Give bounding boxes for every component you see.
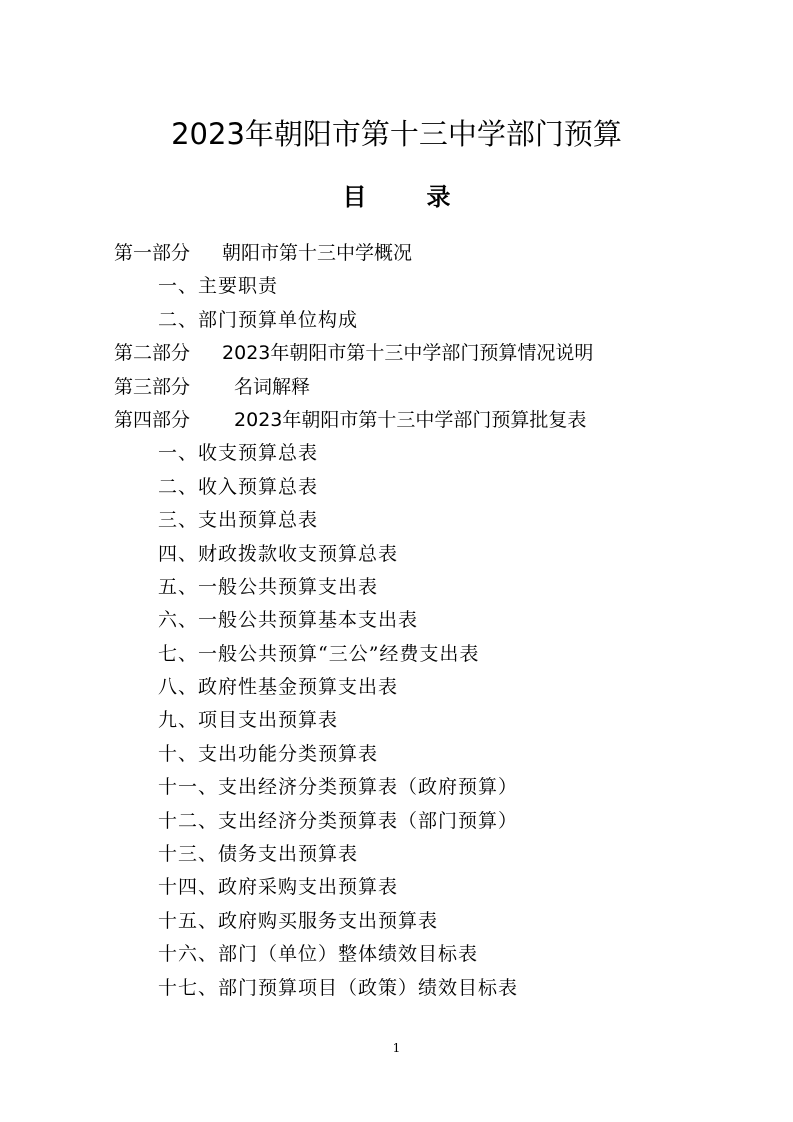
toc-item[interactable]: 十二、支出经济分类预算表（部门预算） — [158, 809, 519, 832]
toc-part-number: 第二部分 — [114, 342, 191, 365]
toc-item[interactable]: 十、支出功能分类预算表 — [158, 742, 379, 765]
toc-part-title: 名词解释 — [234, 375, 311, 398]
table-of-contents — [0, 237, 793, 1005]
toc-part-3[interactable] — [0, 371, 793, 404]
toc-part-title: 2023年朝阳市第十三中学部门预算情况说明 — [222, 342, 594, 365]
toc-item[interactable]: 三、支出预算总表 — [158, 509, 319, 532]
toc-part-number: 第一部分 — [114, 242, 191, 264]
toc-item[interactable]: 一、主要职责 — [158, 275, 279, 298]
toc-heading: 目录 — [342, 183, 511, 211]
toc-item[interactable]: 十五、政府购买服务支出预算表 — [158, 909, 439, 932]
toc-part-4[interactable] — [0, 404, 793, 437]
toc-part-1[interactable] — [0, 237, 793, 270]
toc-item[interactable]: 二、部门预算单位构成 — [158, 308, 359, 331]
toc-item[interactable]: 五、一般公共预算支出表 — [158, 575, 379, 598]
toc-item[interactable]: 一、收支预算总表 — [158, 442, 319, 465]
toc-part-title: 朝阳市第十三中学概况 — [222, 242, 413, 264]
toc-item[interactable]: 十一、支出经济分类预算表（政府预算） — [158, 776, 519, 799]
toc-item[interactable]: 二、收入预算总表 — [158, 475, 319, 498]
toc-item[interactable]: 十三、债务支出预算表 — [158, 843, 359, 866]
toc-part-title: 2023年朝阳市第十三中学部门预算批复表 — [234, 408, 587, 431]
toc-part-2[interactable] — [0, 337, 793, 370]
toc-item[interactable]: 十四、政府采购支出预算表 — [158, 876, 399, 899]
toc-item[interactable]: 八、政府性基金预算支出表 — [158, 676, 399, 699]
toc-item[interactable]: 十七、部门预算项目（政策）绩效目标表 — [158, 976, 519, 999]
toc-part-number: 第三部分 — [114, 375, 191, 398]
toc-item[interactable]: 九、项目支出预算表 — [158, 709, 339, 732]
toc-item[interactable]: 六、一般公共预算基本支出表 — [158, 609, 419, 632]
document-title: 2023年朝阳市第十三中学部门预算 — [171, 117, 622, 151]
toc-item[interactable]: 四、财政拨款收支预算总表 — [158, 542, 399, 565]
toc-part-number: 第四部分 — [114, 408, 191, 431]
toc-item[interactable]: 七、一般公共预算“三公”经费支出表 — [158, 642, 480, 665]
page-number: 1 — [392, 1041, 401, 1055]
toc-item[interactable]: 十六、部门（单位）整体绩效目标表 — [158, 943, 479, 966]
